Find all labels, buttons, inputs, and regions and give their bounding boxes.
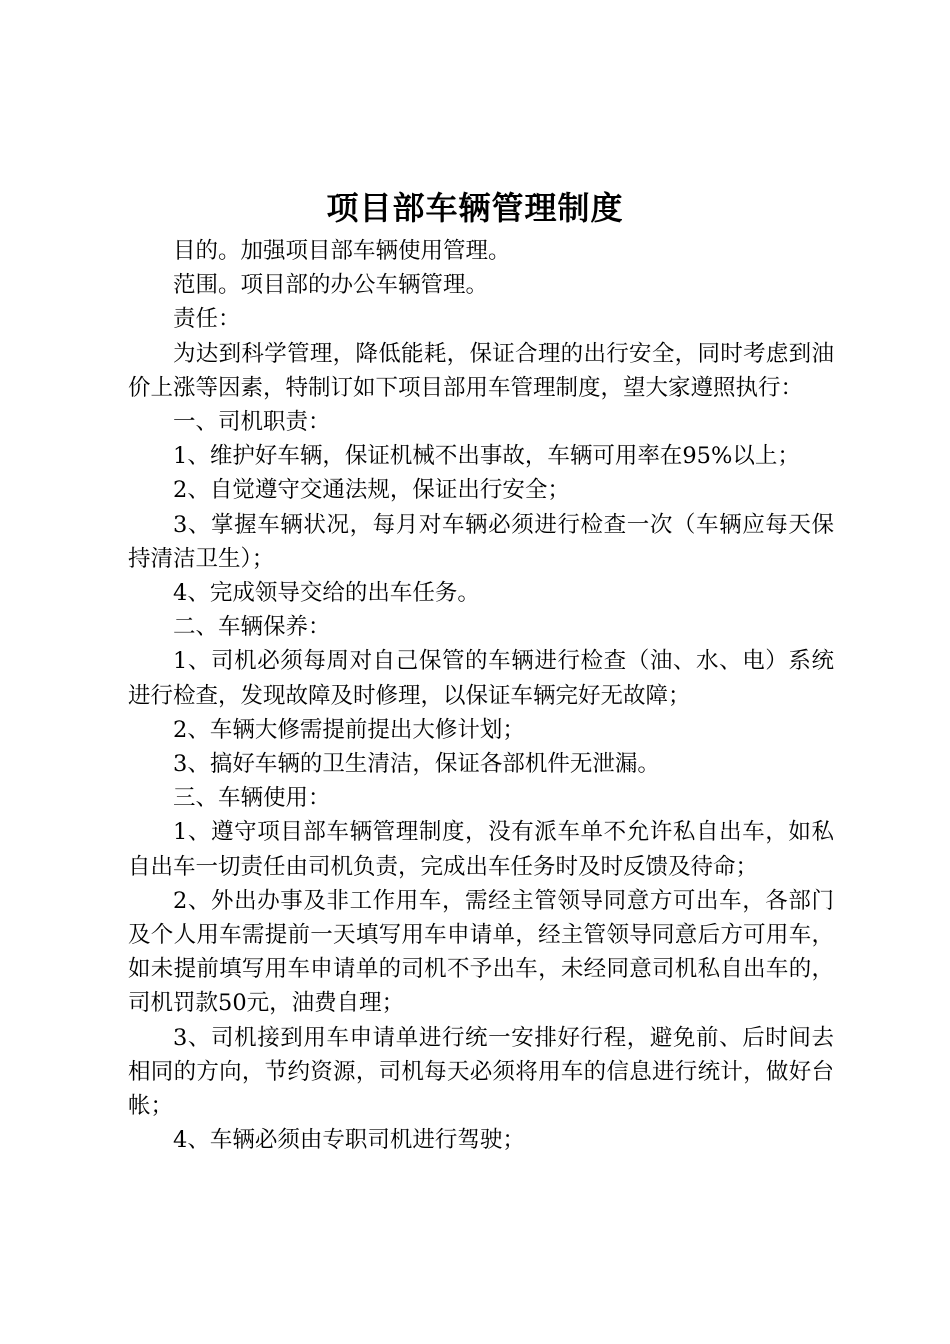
paragraph-responsibility: 责任：: [173, 306, 241, 333]
list-item: 2、自觉遵守交通法规，保证出行安全；: [173, 477, 570, 504]
section-heading-driver-duties: 一、司机职责：: [173, 409, 331, 436]
list-item: 1、遵守项目部车辆管理制度，没有派车单不允许私自出车，如私自出车一切责任由司机负责，完成出车任务时及时反馈及待命；: [128, 819, 834, 880]
list-item: 1、司机必须每周对自己保管的车辆进行检查（油、水、电）系统进行检查，发现故障及时修理，以保证车辆完好无故障；: [128, 648, 834, 709]
document-title: 项目部车辆管理制度: [326, 189, 624, 227]
list-item: 1、维护好车辆，保证机械不出事故，车辆可用率在95%以上；: [173, 443, 800, 470]
paragraph-scope: 范围。项目部的办公车辆管理。: [173, 272, 489, 299]
list-item: 2、车辆大修需提前提出大修计划；: [173, 716, 525, 743]
paragraph-purpose: 目的。加强项目部车辆使用管理。: [173, 238, 511, 264]
section-heading-vehicle-maintenance: 二、车辆保养：: [173, 614, 331, 641]
list-item: 4、完成领导交给的出车任务。: [173, 580, 480, 607]
list-item: 4、车辆必须由专职司机进行驾驶；: [173, 1127, 525, 1154]
list-item: 3、掌握车辆状况，每月对车辆必须进行检查一次（车辆应每天保持清洁卫生）；: [128, 511, 834, 572]
document-body: [128, 234, 834, 1157]
list-item: 3、司机接到用车申请单进行统一安排好行程，避免前、后时间去相同的方向，节约资源，司机每天必须将用车的信息进行统计，做好台帐；: [128, 1024, 834, 1120]
list-item: 2、外出办事及非工作用车，需经主管领导同意方可出车，各部门及个人用车需提前一天填写用车申请单，经主管领导同意后方可用车，如未提前填写用车申请单的司机不予出车，未经同意司机私自出车的，司机罚款50元，油费自理；: [128, 887, 834, 1017]
list-item: 3、搞好车辆的卫生清洁，保证各部机件无泄漏。: [173, 751, 660, 778]
section-heading-vehicle-use: 三、车辆使用：: [173, 785, 331, 812]
paragraph-intro: 为达到科学管理，降低能耗，保证合理的出行安全，同时考虑到油价上涨等因素，特制订如下项目部用车管理制度，望大家遵照执行：: [128, 340, 834, 401]
